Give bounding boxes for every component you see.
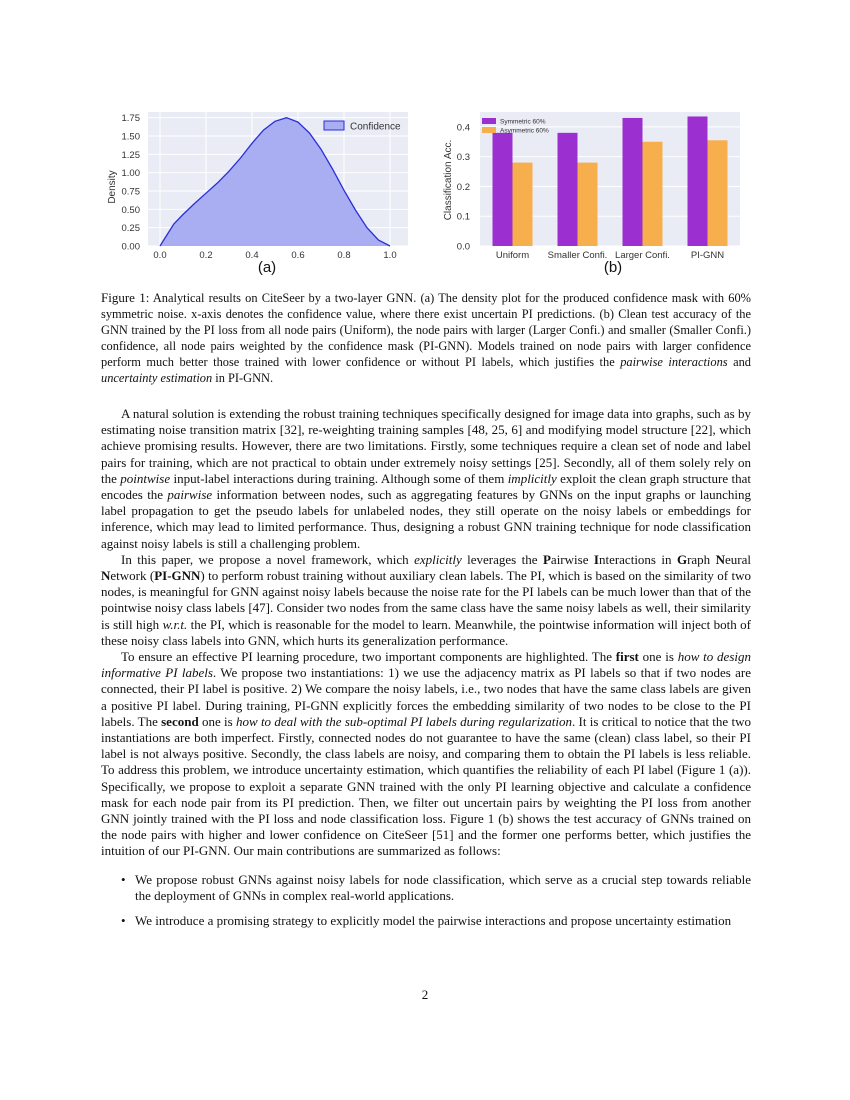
text-run: airwise	[550, 551, 594, 567]
bullet-mark: •	[121, 913, 126, 929]
legend-swatch	[324, 121, 344, 130]
list-item-text: We introduce a promising strategy to explicitly model the pairwise interactions and propose uncertainty estimation	[135, 913, 732, 929]
figure-b-panel-label: (b)	[603, 259, 623, 276]
bar-asymmetric	[513, 163, 533, 246]
accuracy-bar-chart	[440, 108, 750, 278]
density-chart	[100, 108, 410, 278]
legend-swatch	[482, 118, 496, 124]
bar-asymmetric	[708, 140, 728, 246]
bar-symmetric	[688, 116, 708, 246]
list-item-text: We propose robust GNNs against noisy labels for node classification, which serve as a crucial step towards reliable the deployment of GNNs in complex real-world applications.	[135, 871, 751, 903]
paragraph	[101, 649, 751, 860]
text-run: . We propose two instantiations: 1) we use the adjacency matrix as PI labels so that if two nodes are connected, their PI label is positive. 2) We compare the noisy labels, i.e., two nodes that have the same class labels are given a positive PI label. During training, PI-GNN explicitly forces the embedding similarity of two nodes to be close to the PI labels. The	[101, 665, 751, 729]
list-item	[101, 913, 751, 929]
figure-a-panel-label: (a)	[257, 259, 277, 276]
text-run: . It is critical to notice that the two instantiations are both imperfect. Firstly, connected nodes do not guarantee to have the same (clean) class label, so their PI label is not always positive. Secondly, the class labels are noisy, and comparing them to obtain the PI labels is less reliable. To address this problem, we introduce uncertainty estimation, which quantifies the reliability of each PI label (Figure 1 (a)). Specifically, we propose to exploit a separate GNN trained with the only PI learning objective and calculate a confidence mask for each node pair from its PI prediction. Then, we filter out uncertain pairs by weighting the PI loss from another GNN jointly trained with the PI loss and node classification loss. Figure 1 (b) shows the test accuracy of GNNs trained on the node pairs with higher and lower confidence on CiteSeer [51] and the former one performs better, which justifies the intuition of our PI-GNN. Our main contributions are summarized as follows:	[101, 713, 751, 859]
bar-symmetric	[493, 133, 513, 246]
emph-run: pairwise	[167, 487, 213, 503]
text-run: input-label interactions during training. Although some of them	[170, 470, 508, 486]
bold-run: I	[593, 551, 599, 567]
text-run: exploit the clean graph structure that encodes the	[101, 470, 752, 503]
text-run: nteractions in	[598, 551, 677, 567]
density-ylabel: Density	[107, 170, 118, 204]
caption-text: Analytical results on CiteSeer by a two-layer GNN. (a) The density plot for the produced confidence mask with 60% symmetric noise. x-axis denotes the confidence value, where there exist uncertain PI predictions. (b) Clean test accuracy of the GNN trained by the PI loss from all node pairs (Uniform), the node pairs with larger (Larger Confi.) and smaller (Smaller Confi.) confidence, all node pairs weighted by the confidence mask (PI-GNN). Models trained on node pairs with larger confidence perform much better those trained with lower confidence or without PI labels, which justifies the	[101, 291, 751, 370]
legend-label: Symmetric 60%	[500, 118, 546, 126]
y-tick-label: 1.50	[121, 131, 140, 143]
legend-label: Confidence	[350, 121, 401, 133]
text-run: leverages the	[461, 551, 543, 567]
text-run: one is	[198, 713, 236, 729]
emph-run: explicitly	[414, 551, 462, 567]
text-run: raph	[687, 551, 716, 567]
text-run: In this paper, we propose a novel framework, which	[121, 551, 415, 567]
paragraph	[101, 406, 751, 552]
bold-run: P	[542, 551, 551, 567]
caption-lead: Figure 1:	[101, 290, 150, 305]
emph-run: w.r.t.	[162, 616, 188, 632]
text-run: eural	[725, 551, 751, 567]
emph-run: how to deal with the sub-optimal PI labels during regularization	[235, 713, 572, 729]
y-tick-label: 0.3	[456, 152, 470, 164]
body-text	[101, 406, 751, 938]
text-run: A natural solution is extending the robust training techniques specifically designed for image data into graphs, such as by estimating noise transition matrix [32], re-weighting training samples [48, 25, 6] and modifying model structure [22], which achieve promising results. However, there are two limitations. Firstly, some techniques require a clean set of node and label pairs for training, which are not practical to obtain under extremely noisy settings [25]. Secondly, all of them solely rely on the	[101, 406, 751, 486]
caption-text: in PI-GNN.	[212, 371, 274, 386]
y-tick-label: 0.2	[456, 181, 470, 193]
text-run: etwork (	[110, 568, 155, 584]
paragraph	[101, 552, 751, 649]
y-tick-label: 1.25	[121, 149, 140, 161]
bold-run: G	[676, 551, 688, 567]
y-tick-label: 0.50	[121, 204, 140, 216]
figure-b	[440, 108, 750, 283]
bold-run: N	[101, 568, 111, 584]
x-tick-label: 0.2	[199, 250, 213, 261]
contribution-list	[101, 872, 751, 930]
emph-run: pointwise	[120, 470, 171, 486]
text-run: ) to perform robust training without auxiliary clean labels. The PI, which is based on the similarity of two nodes, is meaningful for GNN against noisy labels because the noise rate for the PI labels can be much lower than that of the pointwise noisy class labels [47]. Consider two nodes from the same class have the same noisy labels as well, their similarity is still high	[101, 568, 751, 632]
bold-run: second	[161, 713, 199, 729]
x-tick-label: 0.6	[291, 250, 305, 261]
y-tick-label: 0.0	[456, 241, 470, 253]
x-tick-label: 0.4	[245, 250, 259, 261]
page-number: 2	[421, 987, 429, 1002]
y-tick-label: 0.25	[121, 223, 140, 235]
emph-run: how to design informative PI labels	[101, 649, 751, 681]
y-tick-label: 0.4	[456, 122, 470, 134]
x-tick-label: 1.0	[383, 250, 397, 261]
bold-run: PI-GNN	[154, 568, 201, 584]
legend-label: Asymmetric 60%	[500, 127, 549, 135]
accuracy-ylabel: Classification Acc.	[443, 139, 454, 221]
x-tick-label: Larger Confi.	[615, 250, 670, 261]
y-tick-label: 1.00	[121, 168, 140, 180]
caption-text: and	[727, 355, 751, 370]
bold-run: N	[715, 551, 725, 567]
text-run: information between nodes, such as aggregating features by GNNs on the input graphs or launching label propagation to get the pseudo labels for unlabeled nodes, they still operate on the noisy labels or embeddings for inference, which may lead to limited performance. Thus, designing a robust GNN training technique for node classification against noisy labels is still a challenging problem.	[101, 487, 751, 551]
bar-asymmetric	[578, 163, 598, 246]
text-run: the PI, which is reasonable for the model to learn. Meanwhile, the pointwise information will inject both of these noisy class labels into GNN, which hurts its generalization performance.	[101, 616, 751, 648]
caption-emph: uncertainty estimation	[101, 371, 213, 386]
figure-caption	[101, 290, 751, 387]
bar-symmetric	[623, 118, 643, 246]
y-tick-label: 0.75	[121, 186, 140, 198]
text-run: To ensure an effective PI learning procedure, two important components are highlighted. The	[121, 649, 616, 665]
bullet-mark: •	[121, 871, 126, 887]
bar-symmetric	[558, 133, 578, 246]
bar-asymmetric	[643, 142, 663, 246]
x-tick-label: Smaller Confi.	[547, 250, 608, 261]
figure-a	[100, 108, 410, 283]
x-tick-label: Uniform	[495, 250, 530, 261]
y-tick-label: 0.00	[121, 241, 140, 253]
y-tick-label: 1.75	[121, 113, 140, 125]
list-item	[101, 872, 751, 904]
text-run: one is	[638, 649, 678, 665]
x-tick-label: PI-GNN	[690, 250, 725, 261]
emph-run: implicitly	[507, 470, 557, 486]
legend-swatch	[482, 127, 496, 133]
caption-emph: pairwise interactions	[620, 355, 728, 370]
x-tick-label: 0.8	[337, 250, 351, 261]
x-tick-label: 0.0	[153, 250, 167, 261]
bold-run: first	[615, 649, 639, 665]
y-tick-label: 0.1	[456, 211, 470, 223]
